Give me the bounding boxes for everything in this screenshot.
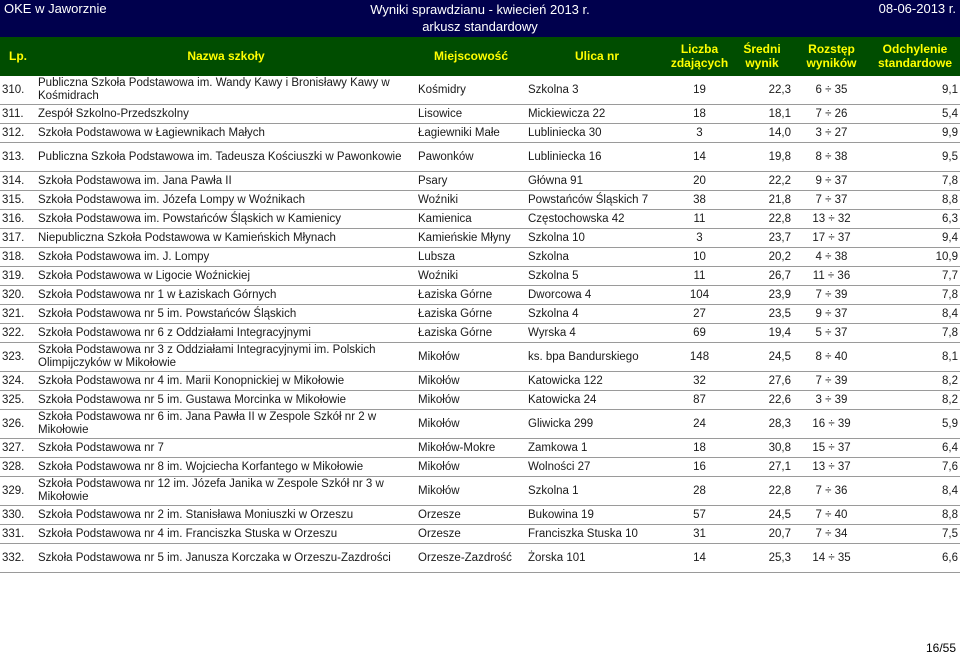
standard-deviation: 6,3 <box>870 210 960 229</box>
table-row <box>0 286 960 305</box>
town-name: Łagiewniki Małe <box>416 124 526 143</box>
row-number: 323. <box>0 343 36 372</box>
school-name: Szkoła Podstawowa nr 7 <box>36 439 416 458</box>
organization-name: OKE w Jaworznie <box>4 1 107 16</box>
school-name: Publiczna Szkoła Podstawowa im. Tadeusza Kościuszki w Pawonkowie <box>36 143 416 172</box>
mean-score: 25,3 <box>731 544 793 573</box>
row-number: 329. <box>0 477 36 506</box>
score-range: 14 ÷ 35 <box>793 544 870 573</box>
mean-score: 21,8 <box>731 191 793 210</box>
row-number: 324. <box>0 372 36 391</box>
row-number: 310. <box>0 76 36 105</box>
mean-score: 22,2 <box>731 172 793 191</box>
town-name: Mikołów-Mokre <box>416 439 526 458</box>
students-count: 14 <box>668 544 731 573</box>
table-row <box>0 343 960 372</box>
standard-deviation: 6,4 <box>870 439 960 458</box>
students-count: 24 <box>668 410 731 439</box>
town-name: Woźniki <box>416 191 526 210</box>
row-number: 312. <box>0 124 36 143</box>
town-name: Mikołów <box>416 391 526 410</box>
score-range: 8 ÷ 38 <box>793 143 870 172</box>
school-name: Szkoła Podstawowa im. Jana Pawła II <box>36 172 416 191</box>
score-range: 7 ÷ 40 <box>793 506 870 525</box>
row-number: 326. <box>0 410 36 439</box>
town-name: Orzesze-Zazdrość <box>416 544 526 573</box>
score-range: 7 ÷ 36 <box>793 477 870 506</box>
school-name: Szkoła Podstawowa nr 1 w Łaziskach Górnych <box>36 286 416 305</box>
students-count: 69 <box>668 324 731 343</box>
street-address: Dworcowa 4 <box>526 286 668 305</box>
standard-deviation: 9,1 <box>870 76 960 105</box>
table-row <box>0 439 960 458</box>
town-name: Kośmidry <box>416 76 526 105</box>
column-header-town: Miejscowość <box>416 37 526 76</box>
street-address: Szkolna 1 <box>526 477 668 506</box>
town-name: Łaziska Górne <box>416 305 526 324</box>
table-row <box>0 305 960 324</box>
town-name: Łaziska Górne <box>416 324 526 343</box>
row-number: 327. <box>0 439 36 458</box>
row-number: 325. <box>0 391 36 410</box>
mean-score: 26,7 <box>731 267 793 286</box>
mean-score: 24,5 <box>731 343 793 372</box>
town-name: Orzesze <box>416 525 526 544</box>
table-row <box>0 105 960 124</box>
standard-deviation: 7,7 <box>870 267 960 286</box>
street-address: Wyrska 4 <box>526 324 668 343</box>
score-range: 11 ÷ 36 <box>793 267 870 286</box>
mean-score: 14,0 <box>731 124 793 143</box>
students-count: 28 <box>668 477 731 506</box>
students-count: 57 <box>668 506 731 525</box>
table-row <box>0 229 960 248</box>
students-count: 31 <box>668 525 731 544</box>
table-row <box>0 324 960 343</box>
column-header-count: Liczba zdających <box>668 37 731 76</box>
report-date: 08-06-2013 r. <box>878 1 956 16</box>
school-name: Szkoła Podstawowa nr 5 im. Janusza Korczaka w Orzeszu-Zazdrości <box>36 544 416 573</box>
students-count: 3 <box>668 124 731 143</box>
town-name: Mikołów <box>416 477 526 506</box>
table-row <box>0 248 960 267</box>
score-range: 17 ÷ 37 <box>793 229 870 248</box>
standard-deviation: 9,5 <box>870 143 960 172</box>
mean-score: 22,3 <box>731 76 793 105</box>
students-count: 19 <box>668 76 731 105</box>
mean-score: 27,1 <box>731 458 793 477</box>
standard-deviation: 7,8 <box>870 324 960 343</box>
school-name: Szkoła Podstawowa nr 4 im. Franciszka Stuska w Orzeszu <box>36 525 416 544</box>
students-count: 32 <box>668 372 731 391</box>
row-number: 313. <box>0 143 36 172</box>
town-name: Orzesze <box>416 506 526 525</box>
score-range: 15 ÷ 37 <box>793 439 870 458</box>
street-address: Zamkowa 1 <box>526 439 668 458</box>
score-range: 7 ÷ 34 <box>793 525 870 544</box>
row-number: 319. <box>0 267 36 286</box>
score-range: 7 ÷ 26 <box>793 105 870 124</box>
row-number: 316. <box>0 210 36 229</box>
school-name: Szkoła Podstawowa nr 5 im. Powstańców Śląskich <box>36 305 416 324</box>
table-body <box>0 76 960 573</box>
standard-deviation: 8,2 <box>870 372 960 391</box>
school-name: Szkoła Podstawowa w Łagiewnikach Małych <box>36 124 416 143</box>
table-row <box>0 458 960 477</box>
school-name: Szkoła Podstawowa nr 4 im. Marii Konopnickiej w Mikołowie <box>36 372 416 391</box>
table-row <box>0 210 960 229</box>
students-count: 11 <box>668 267 731 286</box>
street-address: Szkolna 10 <box>526 229 668 248</box>
town-name: Mikołów <box>416 372 526 391</box>
standard-deviation: 8,4 <box>870 477 960 506</box>
school-name: Szkoła Podstawowa nr 6 z Oddziałami Integracyjnymi <box>36 324 416 343</box>
score-range: 6 ÷ 35 <box>793 76 870 105</box>
school-name: Niepubliczna Szkoła Podstawowa w Kamieńskich Młynach <box>36 229 416 248</box>
standard-deviation: 6,6 <box>870 544 960 573</box>
standard-deviation: 5,4 <box>870 105 960 124</box>
students-count: 104 <box>668 286 731 305</box>
mean-score: 18,1 <box>731 105 793 124</box>
mean-score: 27,6 <box>731 372 793 391</box>
town-name: Mikołów <box>416 458 526 477</box>
row-number: 332. <box>0 544 36 573</box>
students-count: 18 <box>668 439 731 458</box>
town-name: Kamienica <box>416 210 526 229</box>
row-number: 314. <box>0 172 36 191</box>
column-header-range: Rozstęp wyników <box>793 37 870 76</box>
standard-deviation: 8,1 <box>870 343 960 372</box>
mean-score: 23,9 <box>731 286 793 305</box>
students-count: 3 <box>668 229 731 248</box>
street-address: Żorska 101 <box>526 544 668 573</box>
street-address: Lubliniecka 30 <box>526 124 668 143</box>
standard-deviation: 7,8 <box>870 286 960 305</box>
street-address: Szkolna 4 <box>526 305 668 324</box>
town-name: Łaziska Górne <box>416 286 526 305</box>
school-name: Szkoła Podstawowa w Ligocie Woźnickiej <box>36 267 416 286</box>
school-name: Szkoła Podstawowa nr 5 im. Gustawa Morcinka w Mikołowie <box>36 391 416 410</box>
street-address: Mickiewicza 22 <box>526 105 668 124</box>
school-name: Publiczna Szkoła Podstawowa im. Wandy Kawy i Bronisławy Kawy w Kośmidrach <box>36 76 416 105</box>
town-name: Mikołów <box>416 410 526 439</box>
column-header-street: Ulica nr <box>526 37 668 76</box>
school-name: Szkoła Podstawowa nr 12 im. Józefa Janika w Zespole Szkół nr 3 w Mikołowie <box>36 477 416 506</box>
mean-score: 22,6 <box>731 391 793 410</box>
row-number: 321. <box>0 305 36 324</box>
street-address: Główna 91 <box>526 172 668 191</box>
school-name: Szkoła Podstawowa nr 3 z Oddziałami Integracyjnymi im. Polskich Olimpijczyków w Mikołowie <box>36 343 416 372</box>
students-count: 87 <box>668 391 731 410</box>
town-name: Lubsza <box>416 248 526 267</box>
row-number: 331. <box>0 525 36 544</box>
mean-score: 20,7 <box>731 525 793 544</box>
students-count: 20 <box>668 172 731 191</box>
mean-score: 28,3 <box>731 410 793 439</box>
town-name: Mikołów <box>416 343 526 372</box>
school-name: Szkoła Podstawowa nr 2 im. Stanisława Moniuszki w Orzeszu <box>36 506 416 525</box>
mean-score: 19,4 <box>731 324 793 343</box>
row-number: 318. <box>0 248 36 267</box>
report-title-line2: arkusz standardowy <box>422 19 538 34</box>
students-count: 10 <box>668 248 731 267</box>
column-header-lp: Lp. <box>0 37 36 76</box>
standard-deviation: 8,8 <box>870 506 960 525</box>
row-number: 320. <box>0 286 36 305</box>
standard-deviation: 8,2 <box>870 391 960 410</box>
school-name: Zespół Szkolno-Przedszkolny <box>36 105 416 124</box>
score-range: 13 ÷ 37 <box>793 458 870 477</box>
table-row <box>0 172 960 191</box>
town-name: Psary <box>416 172 526 191</box>
street-address: Katowicka 122 <box>526 372 668 391</box>
score-range: 4 ÷ 38 <box>793 248 870 267</box>
column-header-mean: Średni wynik <box>731 37 793 76</box>
table-row <box>0 143 960 172</box>
table-row <box>0 372 960 391</box>
students-count: 16 <box>668 458 731 477</box>
street-address: Wolności 27 <box>526 458 668 477</box>
students-count: 14 <box>668 143 731 172</box>
table-row <box>0 506 960 525</box>
town-name: Pawonków <box>416 143 526 172</box>
school-name: Szkoła Podstawowa im. Powstańców Śląskich w Kamienicy <box>36 210 416 229</box>
row-number: 315. <box>0 191 36 210</box>
table-row <box>0 191 960 210</box>
school-name: Szkoła Podstawowa im. J. Lompy <box>36 248 416 267</box>
score-range: 16 ÷ 39 <box>793 410 870 439</box>
mean-score: 22,8 <box>731 210 793 229</box>
street-address: Szkolna <box>526 248 668 267</box>
row-number: 317. <box>0 229 36 248</box>
street-address: Katowicka 24 <box>526 391 668 410</box>
score-range: 3 ÷ 27 <box>793 124 870 143</box>
town-name: Woźniki <box>416 267 526 286</box>
students-count: 27 <box>668 305 731 324</box>
standard-deviation: 9,4 <box>870 229 960 248</box>
standard-deviation: 7,6 <box>870 458 960 477</box>
column-header-sd: Odchylenie standardowe <box>870 37 960 76</box>
table-row <box>0 544 960 573</box>
score-range: 7 ÷ 39 <box>793 286 870 305</box>
mean-score: 22,8 <box>731 477 793 506</box>
street-address: Szkolna 3 <box>526 76 668 105</box>
school-name: Szkoła Podstawowa nr 8 im. Wojciecha Korfantego w Mikołowie <box>36 458 416 477</box>
page-number: 16/55 <box>925 641 956 655</box>
street-address: Lubliniecka 16 <box>526 143 668 172</box>
report-title <box>0 1 960 35</box>
mean-score: 24,5 <box>731 506 793 525</box>
row-number: 328. <box>0 458 36 477</box>
standard-deviation: 5,9 <box>870 410 960 439</box>
street-address: Bukowina 19 <box>526 506 668 525</box>
column-header-school: Nazwa szkoły <box>36 37 416 76</box>
mean-score: 23,7 <box>731 229 793 248</box>
school-name: Szkoła Podstawowa im. Józefa Lompy w Woźnikach <box>36 191 416 210</box>
score-range: 7 ÷ 37 <box>793 191 870 210</box>
table-row <box>0 76 960 105</box>
students-count: 18 <box>668 105 731 124</box>
table-row <box>0 267 960 286</box>
score-range: 8 ÷ 40 <box>793 343 870 372</box>
standard-deviation: 7,5 <box>870 525 960 544</box>
score-range: 5 ÷ 37 <box>793 324 870 343</box>
score-range: 13 ÷ 32 <box>793 210 870 229</box>
report-title-line1: Wyniki sprawdzianu - kwiecień 2013 r. <box>370 2 590 17</box>
row-number: 330. <box>0 506 36 525</box>
row-number: 322. <box>0 324 36 343</box>
street-address: Szkolna 5 <box>526 267 668 286</box>
street-address: Franciszka Stuska 10 <box>526 525 668 544</box>
score-range: 9 ÷ 37 <box>793 305 870 324</box>
mean-score: 23,5 <box>731 305 793 324</box>
standard-deviation: 10,9 <box>870 248 960 267</box>
row-number: 311. <box>0 105 36 124</box>
town-name: Kamieńskie Młyny <box>416 229 526 248</box>
score-range: 3 ÷ 39 <box>793 391 870 410</box>
mean-score: 30,8 <box>731 439 793 458</box>
table-row <box>0 410 960 439</box>
street-address: Gliwicka 299 <box>526 410 668 439</box>
table-row <box>0 124 960 143</box>
street-address: Powstańców Śląskich 7 <box>526 191 668 210</box>
street-address: ks. bpa Bandurskiego <box>526 343 668 372</box>
students-count: 11 <box>668 210 731 229</box>
score-range: 9 ÷ 37 <box>793 172 870 191</box>
students-count: 38 <box>668 191 731 210</box>
students-count: 148 <box>668 343 731 372</box>
standard-deviation: 8,8 <box>870 191 960 210</box>
mean-score: 19,8 <box>731 143 793 172</box>
table-row <box>0 391 960 410</box>
table-header-row <box>0 37 960 76</box>
street-address: Częstochowska 42 <box>526 210 668 229</box>
standard-deviation: 7,8 <box>870 172 960 191</box>
score-range: 7 ÷ 39 <box>793 372 870 391</box>
table-row <box>0 477 960 506</box>
standard-deviation: 8,4 <box>870 305 960 324</box>
top-bar <box>0 0 960 37</box>
mean-score: 20,2 <box>731 248 793 267</box>
school-name: Szkoła Podstawowa nr 6 im. Jana Pawła II w Zespole Szkół nr 2 w Mikołowie <box>36 410 416 439</box>
results-table <box>0 37 960 573</box>
table-row <box>0 525 960 544</box>
standard-deviation: 9,9 <box>870 124 960 143</box>
town-name: Lisowice <box>416 105 526 124</box>
